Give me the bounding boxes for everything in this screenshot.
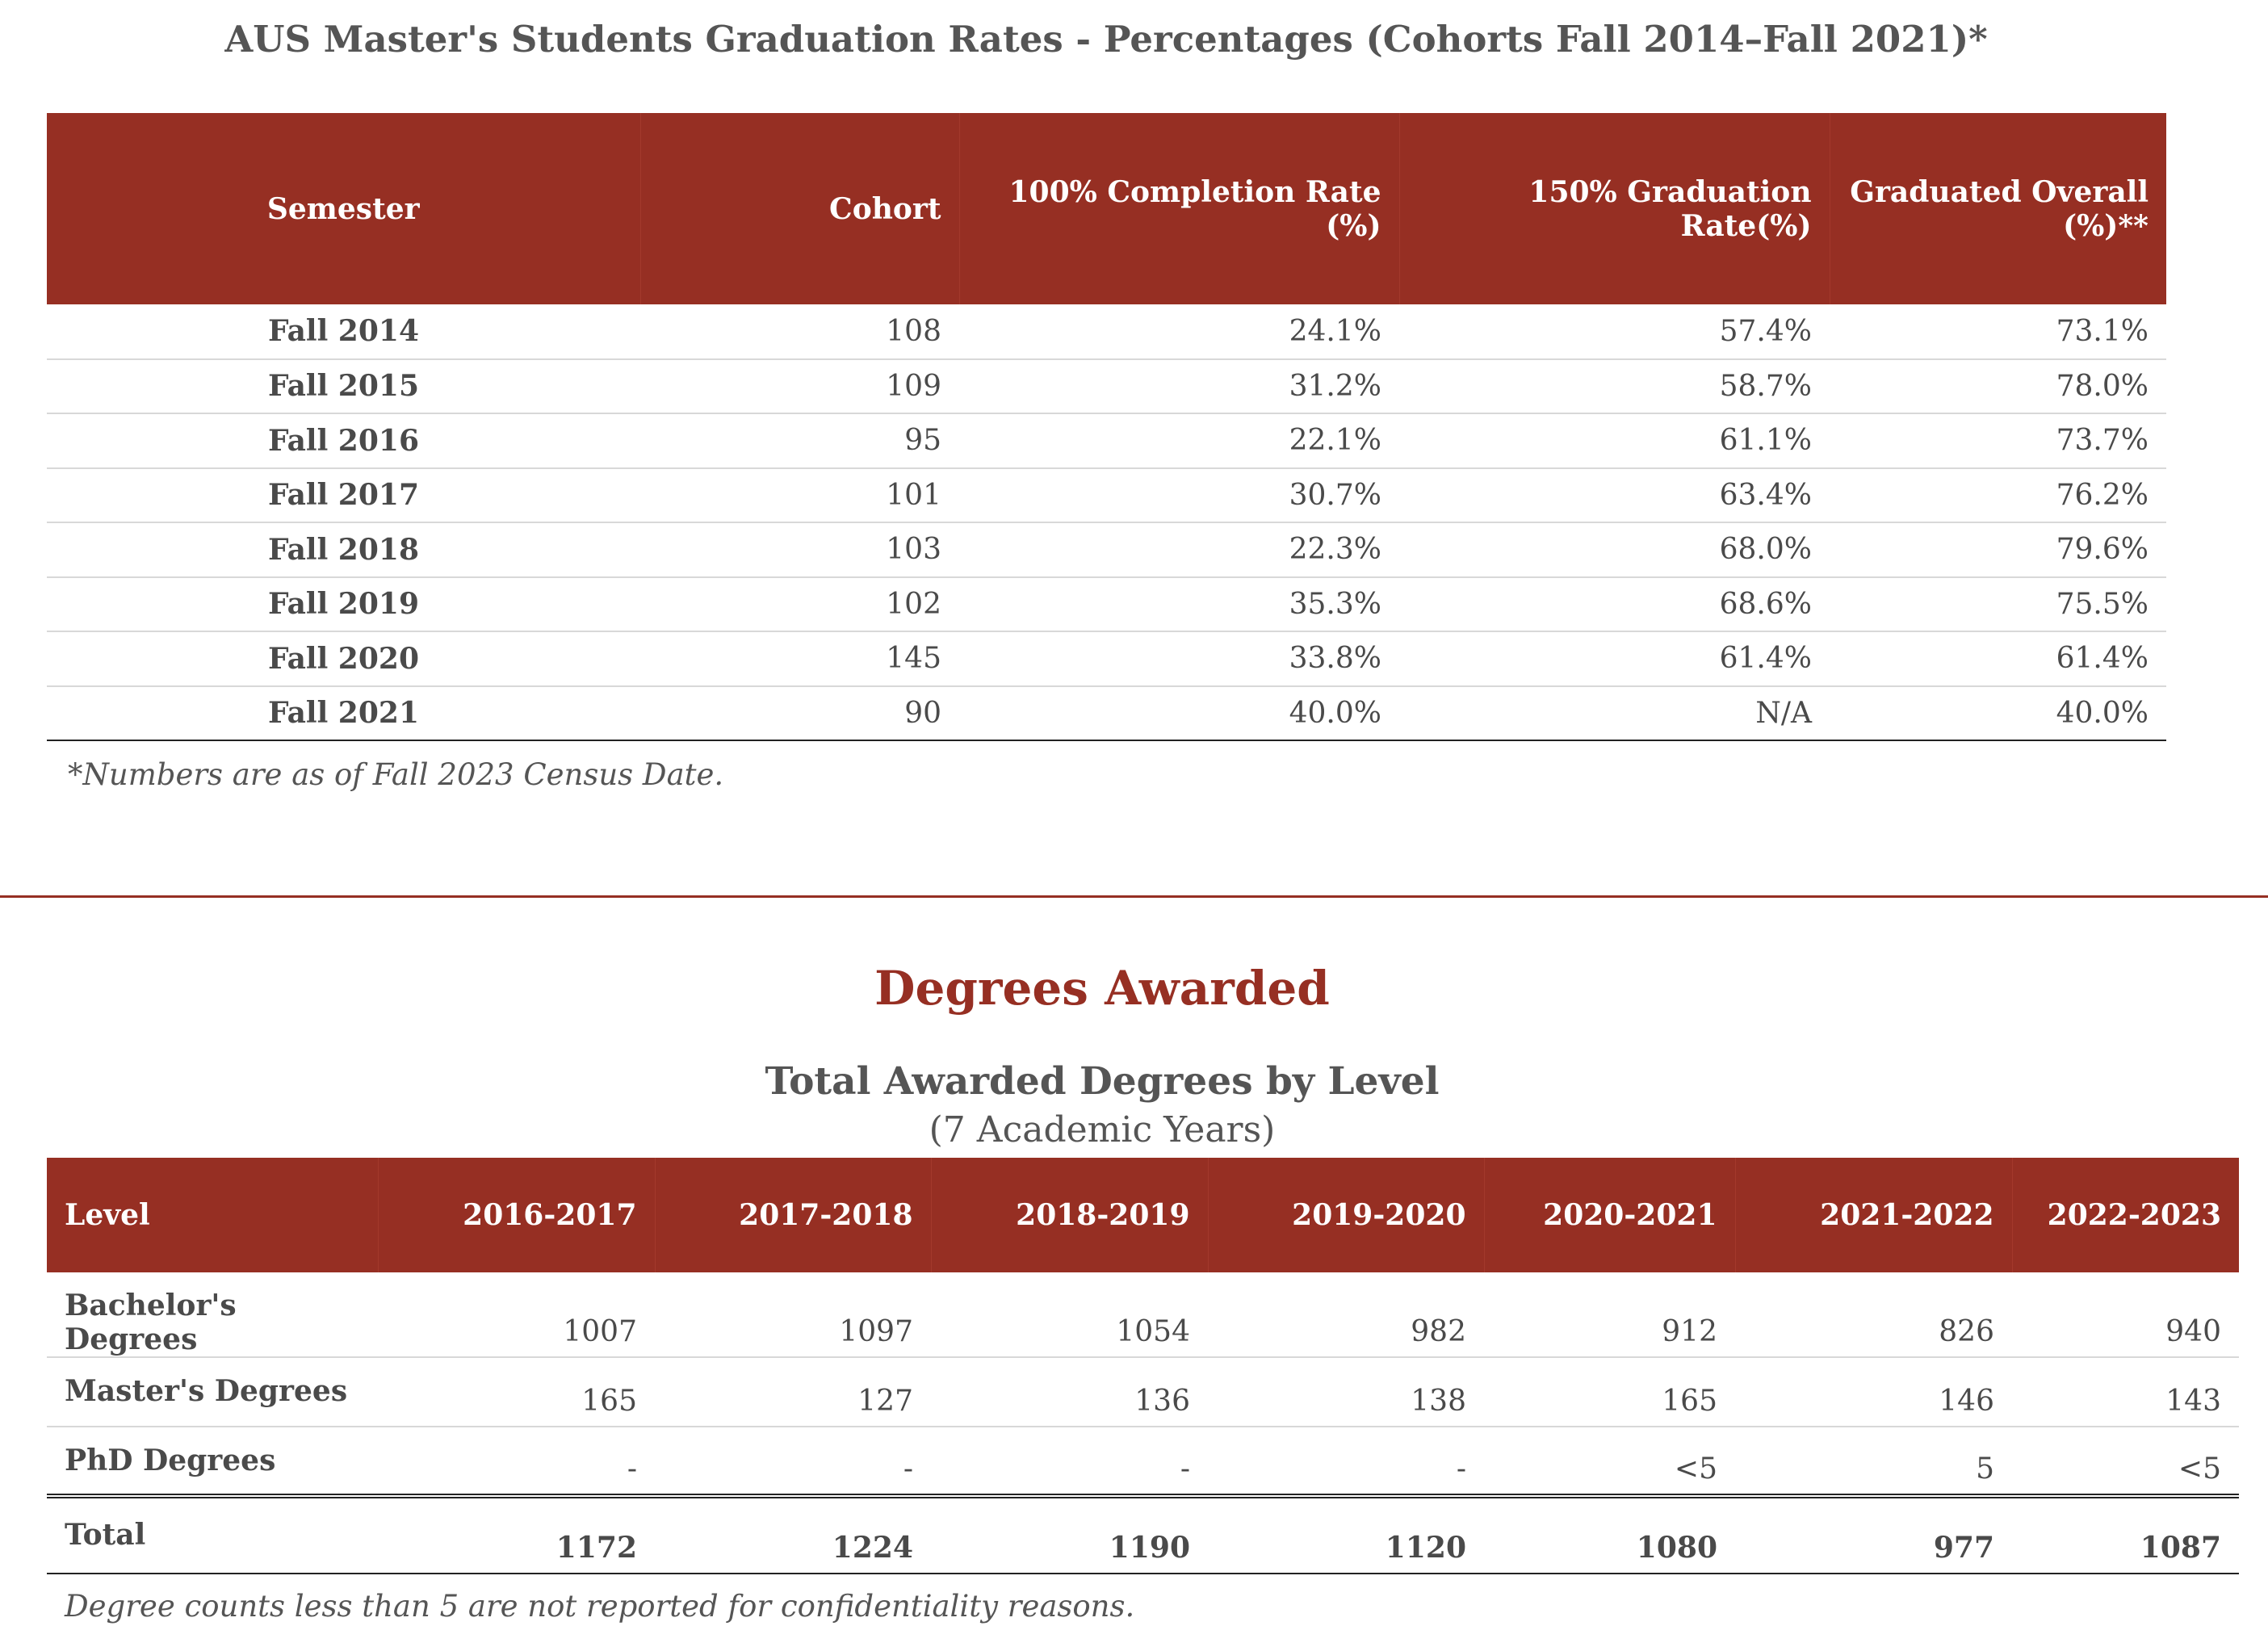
value-cell: - [655,1427,931,1496]
semester-cell: Fall 2018 [47,522,640,577]
completion-cell: 22.3% [959,522,1399,577]
completion-cell: 40.0% [959,686,1399,741]
value-cell: 940 [2012,1272,2239,1357]
value-cell: 138 [1208,1357,1484,1427]
degrees-awarded-heading: Degrees Awarded [874,961,1330,1016]
census-footnote: *Numbers are as of Fall 2023 Census Date. [68,757,724,792]
level-cell: Total [47,1496,378,1574]
value-cell: 143 [2012,1357,2239,1427]
value-cell: 165 [378,1357,655,1427]
header-year: 2018-2019 [931,1158,1208,1272]
cohort-cell: 102 [640,577,959,632]
semester-cell: Fall 2019 [47,577,640,632]
cohort-cell: 90 [640,686,959,741]
overall-cell: 79.6% [1830,522,2166,577]
total-row [47,1496,2239,1574]
graduation150-cell: 68.6% [1399,577,1830,632]
value-cell: 826 [1735,1272,2012,1357]
table-row [47,304,2166,359]
table-row [47,577,2166,632]
header-year: 2021-2022 [1735,1158,2012,1272]
header-year: 2020-2021 [1484,1158,1735,1272]
total-cell: 977 [1735,1496,2012,1574]
graduation150-cell: 68.0% [1399,522,1830,577]
level-cell: PhD Degrees [47,1427,378,1496]
header-cohort: Cohort [640,113,959,304]
semester-cell: Fall 2017 [47,468,640,523]
value-cell: 5 [1735,1427,2012,1496]
value-cell: 1097 [655,1272,931,1357]
graduation-rates-title: AUS Master's Students Graduation Rates - Percentages (Cohorts Fall 2014–Fall 2021)* [224,18,1988,61]
semester-cell: Fall 2020 [47,631,640,686]
total-cell: 1224 [655,1496,931,1574]
header-year: 2016-2017 [378,1158,655,1272]
table-row [47,413,2166,468]
cohort-cell: 101 [640,468,959,523]
table-row [47,522,2166,577]
value-cell: 165 [1484,1357,1735,1427]
header-completion-rate: 100% Completion Rate (%) [959,113,1399,304]
table-row [47,1357,2239,1427]
confidentiality-footnote: Degree counts less than 5 are not reported for confidentiality reasons. [65,1589,1135,1624]
value-cell: 982 [1208,1272,1484,1357]
graduation-rates-table [47,113,2166,741]
header-graduated-overall: Graduated Overall (%)** [1830,113,2166,304]
value-cell: 1054 [931,1272,1208,1357]
header-year: 2019-2020 [1208,1158,1484,1272]
header-semester: Semester [47,113,640,304]
table-row [47,1272,2239,1357]
graduation150-cell: 61.1% [1399,413,1830,468]
completion-cell: 33.8% [959,631,1399,686]
total-cell: 1190 [931,1496,1208,1574]
value-cell: 912 [1484,1272,1735,1357]
graduation150-cell: 57.4% [1399,304,1830,359]
table-row [47,468,2166,523]
value-cell: - [378,1427,655,1496]
value-cell: 146 [1735,1357,2012,1427]
value-cell: <5 [2012,1427,2239,1496]
completion-cell: 24.1% [959,304,1399,359]
total-cell: 1172 [378,1496,655,1574]
completion-cell: 30.7% [959,468,1399,523]
table-row [47,686,2166,741]
cohort-cell: 108 [640,304,959,359]
overall-cell: 73.7% [1830,413,2166,468]
overall-cell: 76.2% [1830,468,2166,523]
degrees-header-row [47,1158,2239,1272]
overall-cell: 75.5% [1830,577,2166,632]
value-cell: - [931,1427,1208,1496]
completion-cell: 22.1% [959,413,1399,468]
level-cell: Bachelor's Degrees [47,1272,378,1357]
total-cell: 1080 [1484,1496,1735,1574]
table-row [47,631,2166,686]
degrees-table-title: Total Awarded Degrees by Level [765,1059,1440,1104]
cohort-cell: 145 [640,631,959,686]
value-cell: 1007 [378,1272,655,1357]
header-year: 2022-2023 [2012,1158,2239,1272]
level-cell: Master's Degrees [47,1357,378,1427]
overall-cell: 78.0% [1830,359,2166,414]
cohort-cell: 95 [640,413,959,468]
header-year: 2017-2018 [655,1158,931,1272]
cohort-cell: 109 [640,359,959,414]
value-cell: 136 [931,1357,1208,1427]
total-cell: 1087 [2012,1496,2239,1574]
value-cell: <5 [1484,1427,1735,1496]
section-divider [0,895,2268,898]
header-level: Level [47,1158,378,1272]
graduation150-cell: N/A [1399,686,1830,741]
overall-cell: 40.0% [1830,686,2166,741]
completion-cell: 31.2% [959,359,1399,414]
table-row [47,1427,2239,1496]
semester-cell: Fall 2014 [47,304,640,359]
overall-cell: 73.1% [1830,304,2166,359]
graduation-rates-header-row [47,113,2166,304]
total-cell: 1120 [1208,1496,1484,1574]
graduation150-cell: 58.7% [1399,359,1830,414]
semester-cell: Fall 2016 [47,413,640,468]
degrees-table [47,1158,2239,1574]
header-graduation-150: 150% Graduation Rate(%) [1399,113,1830,304]
completion-cell: 35.3% [959,577,1399,632]
overall-cell: 61.4% [1830,631,2166,686]
table-row [47,359,2166,414]
value-cell: 127 [655,1357,931,1427]
degrees-table-subtitle: (7 Academic Years) [929,1109,1276,1150]
semester-cell: Fall 2015 [47,359,640,414]
semester-cell: Fall 2021 [47,686,640,741]
graduation150-cell: 61.4% [1399,631,1830,686]
cohort-cell: 103 [640,522,959,577]
value-cell: - [1208,1427,1484,1496]
graduation150-cell: 63.4% [1399,468,1830,523]
